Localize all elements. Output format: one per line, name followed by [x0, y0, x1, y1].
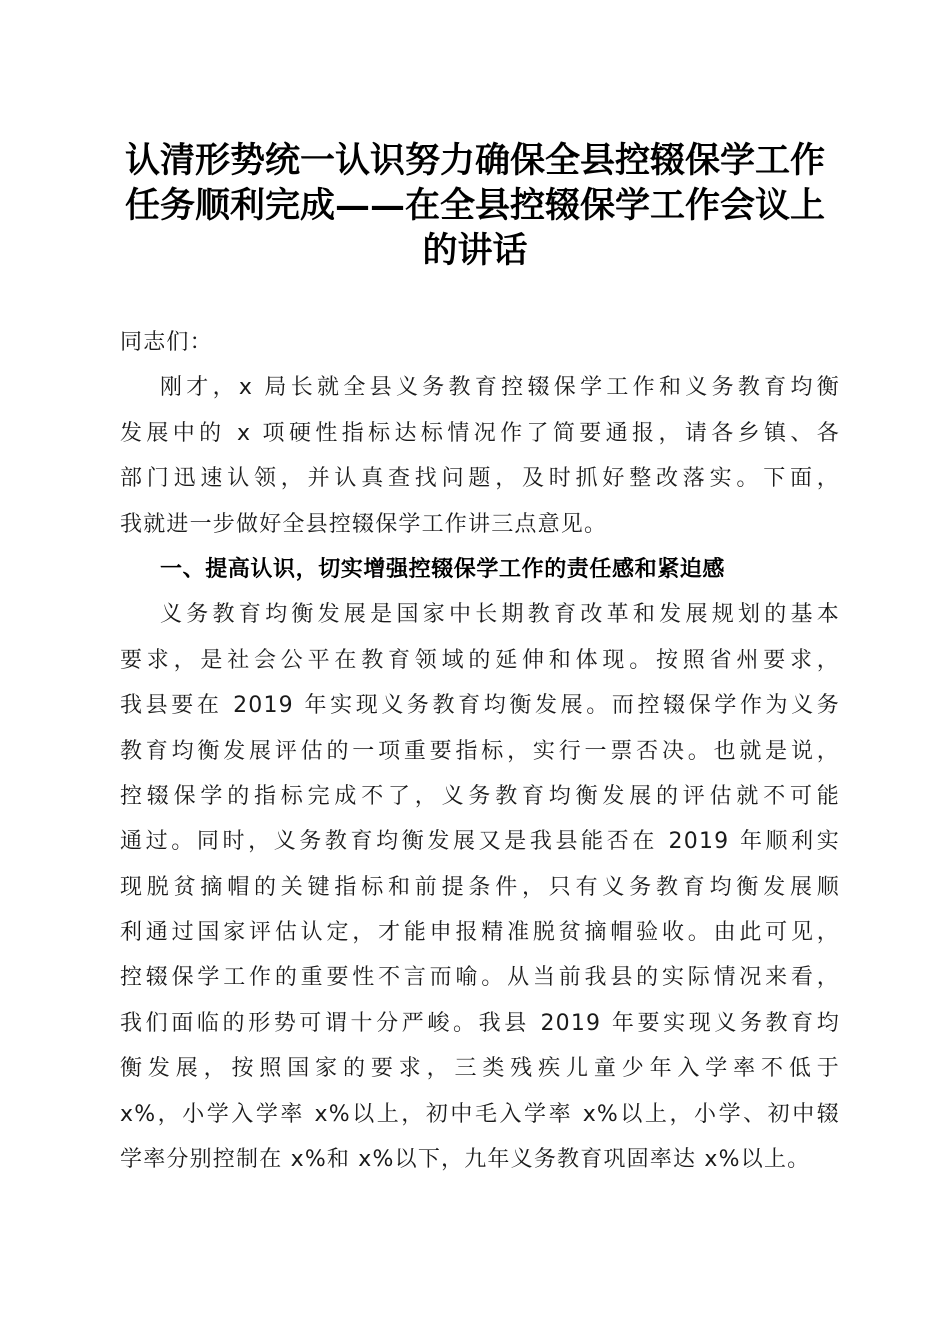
- intro-line: 刚才，x 局长就全县义务教育控辍保学工作和义务教育均衡: [160, 375, 840, 401]
- intro-line: 我就进一步做好全县控辍保学工作讲三点意见。: [120, 511, 608, 537]
- section-line: 控辍保学的指标完成不了，义务教育均衡发展的评估就不可能: [120, 783, 840, 809]
- section-line: 义务教育均衡发展是国家中长期教育改革和发展规划的基本: [160, 602, 840, 628]
- section-line: 现脱贫摘帽的关键指标和前提条件，只有义务教育均衡发展顺: [120, 874, 840, 900]
- document-title: [110, 138, 840, 273]
- salutation: 同志们：: [120, 330, 213, 355]
- section-heading: 一、提高认识，切实增强控辍保学工作的责任感和紧迫感: [160, 556, 726, 582]
- section-line: 要求，是社会公平在教育领域的延伸和体现。按照省州要求，: [120, 647, 840, 673]
- section-line: 通过。同时，义务教育均衡发展又是我县能否在 2019 年顺利实: [120, 829, 840, 855]
- title-line: 的讲话: [422, 230, 528, 271]
- section-line: 利通过国家评估认定，才能申报精准脱贫摘帽验收。由此可见，: [120, 920, 840, 946]
- section-line: x%，小学入学率 x%以上，初中毛入学率 x%以上，小学、初中辍: [120, 1101, 840, 1127]
- title-line: 任务顺利完成——在全县控辍保学工作会议上: [124, 185, 825, 226]
- intro-line: 发展中的 x 项硬性指标达标情况作了简要通报，请各乡镇、各: [120, 420, 840, 446]
- section-line: 我们面临的形势可谓十分严峻。我县 2019 年要实现义务教育均: [120, 1010, 840, 1036]
- section-line: 我县要在 2019 年实现义务教育均衡发展。而控辍保学作为义务: [120, 693, 840, 719]
- section-line: 教育均衡发展评估的一项重要指标，实行一票否决。也就是说，: [120, 738, 840, 764]
- document-body: [120, 320, 840, 1182]
- section-line: 学率分别控制在 x%和 x%以下，九年义务教育巩固率达 x%以上。: [120, 1147, 811, 1173]
- section-line: 衡发展，按照国家的要求，三类残疾儿童少年入学率不低于: [120, 1056, 840, 1082]
- section-line: 控辍保学工作的重要性不言而喻。从当前我县的实际情况来看，: [120, 965, 840, 991]
- title-line: 认清形势统一认识努力确保全县控辍保学工作: [124, 140, 825, 181]
- intro-line: 部门迅速认领，并认真查找问题，及时抓好整改落实。下面，: [120, 466, 840, 492]
